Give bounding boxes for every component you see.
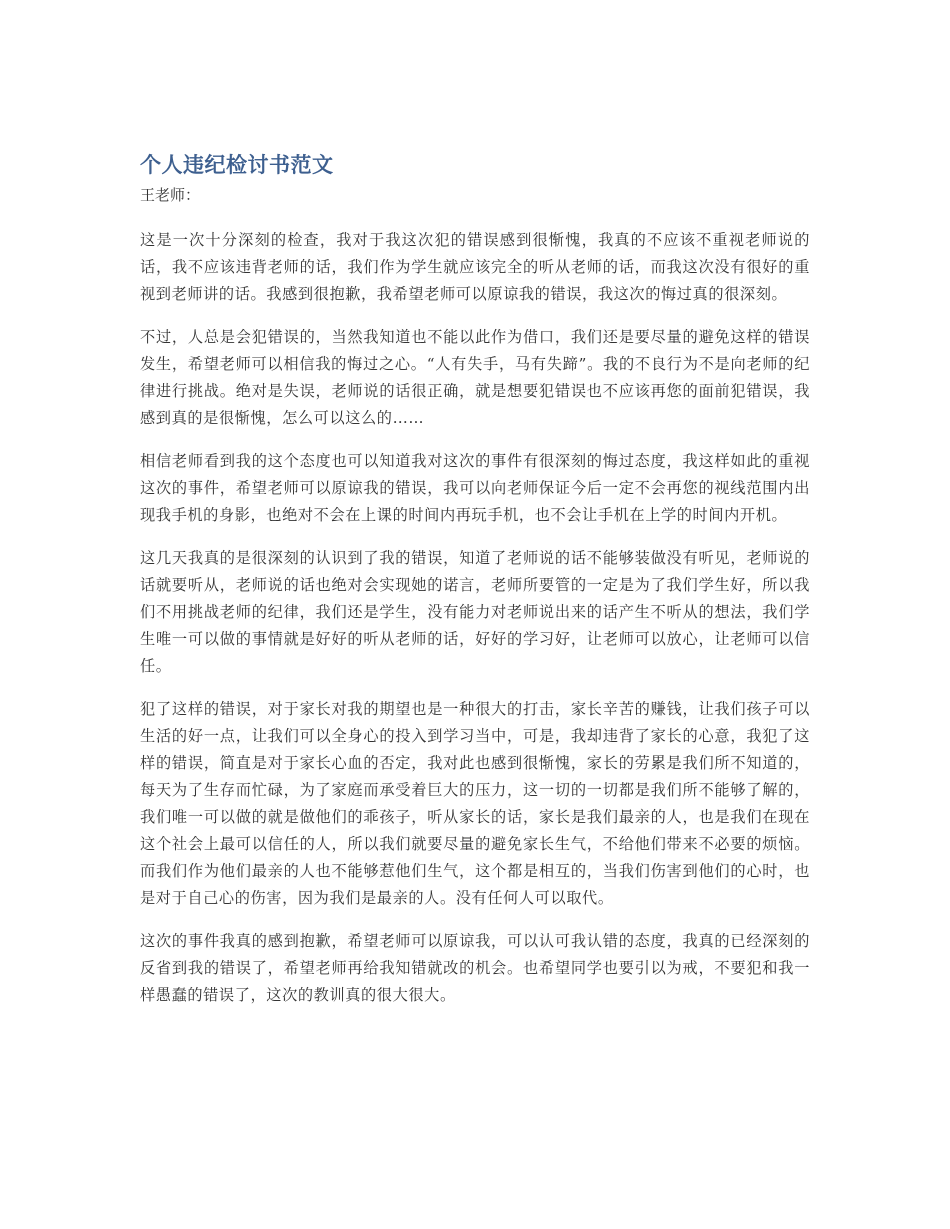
paragraph-3: 相信老师看到我的这个态度也可以知道我对这次的事件有很深刻的悔过态度，我这样如此的重视这次的事件，希望老师可以原谅我的错误，我可以向老师保证今后一定不会再您的视线范围内出现我手机的身影，也绝对不会在上课的时间内再玩手机，也不会让手机在上学的时间内开机。 — [140, 452, 810, 524]
paragraph-4: 这几天我真的是很深刻的认识到了我的错误，知道了老师说的话不能够装做没有听见，老师说的话就要听从，老师说的话也绝对会实现她的诺言，老师所要管的一定是为了我们学生好，所以我们不用挑战老师的纪律，我们还是学生，没有能力对老师说出来的话产生不听从的想法，我们学生唯一可以做的事情就是好好的听从老师的话，好好的学习好，让老师可以放心，让老师可以信任。 — [140, 549, 810, 675]
salutation: 王老师： — [140, 186, 201, 204]
paragraph-1: 这是一次十分深刻的检查，我对于我这次犯的错误感到很惭愧，我真的不应该不重视老师说的话，我不应该违背老师的话，我们作为学生就应该完全的听从老师的话，而我这次没有很好的重视到老师讲的话。我感到很抱歉，我希望老师可以原谅我的错误，我这次的悔过真的很深刻。 — [140, 231, 810, 303]
paragraph-5: 犯了这样的错误，对于家长对我的期望也是一种很大的打击，家长辛苦的赚钱，让我们孩子可以生活的好一点，让我们可以全身心的投入到学习当中，可是，我却违背了家长的心意，我犯了这样的错误，简直是对于家长心血的否定，我对此也感到很惭愧，家长的劳累是我们所不知道的，每天为了生存而忙碌，为了家庭而承受着巨大的压力，这一切的一切都是我们所不能够了解的，我们唯一可以做的就是做他们的乖孩子，听从家长的话，家长是我们最亲的人，也是我们在现在这个社会上最可以信任的人，所以我们就要尽量的避免家长生气，不给他们带来不必要的烦恼。而我们作为他们最亲的人也不能够惹他们生气，这个都是相互的，当我们伤害到他们的心时，也是对于自己心的伤害，因为我们是最亲的人。没有任何人可以取代。 — [140, 700, 810, 907]
document-title: 个人违纪检讨书范文 — [140, 153, 334, 177]
paragraph-2: 不过，人总是会犯错误的，当然我知道也不能以此作为借口，我们还是要尽量的避免这样的错误发生，希望老师可以相信我的悔过之心。“人有失手，马有失蹄”。我的不良行为不是向老师的纪律进行挑战。绝对是失误，老师说的话很正确，就是想要犯错误也不应该再您的面前犯错误，我感到真的是很惭愧，怎么可以这么的…… — [140, 328, 810, 427]
document-page — [140, 148, 810, 1025]
paragraph-6: 这次的事件我真的感到抱歉，希望老师可以原谅我，可以认可我认错的态度，我真的已经深刻的反省到我的错误了，希望老师再给我知错就改的机会。也希望同学也要引以为戒，不要犯和我一样愚蠢的错误了，这次的教训真的很大很大。 — [140, 932, 810, 1004]
